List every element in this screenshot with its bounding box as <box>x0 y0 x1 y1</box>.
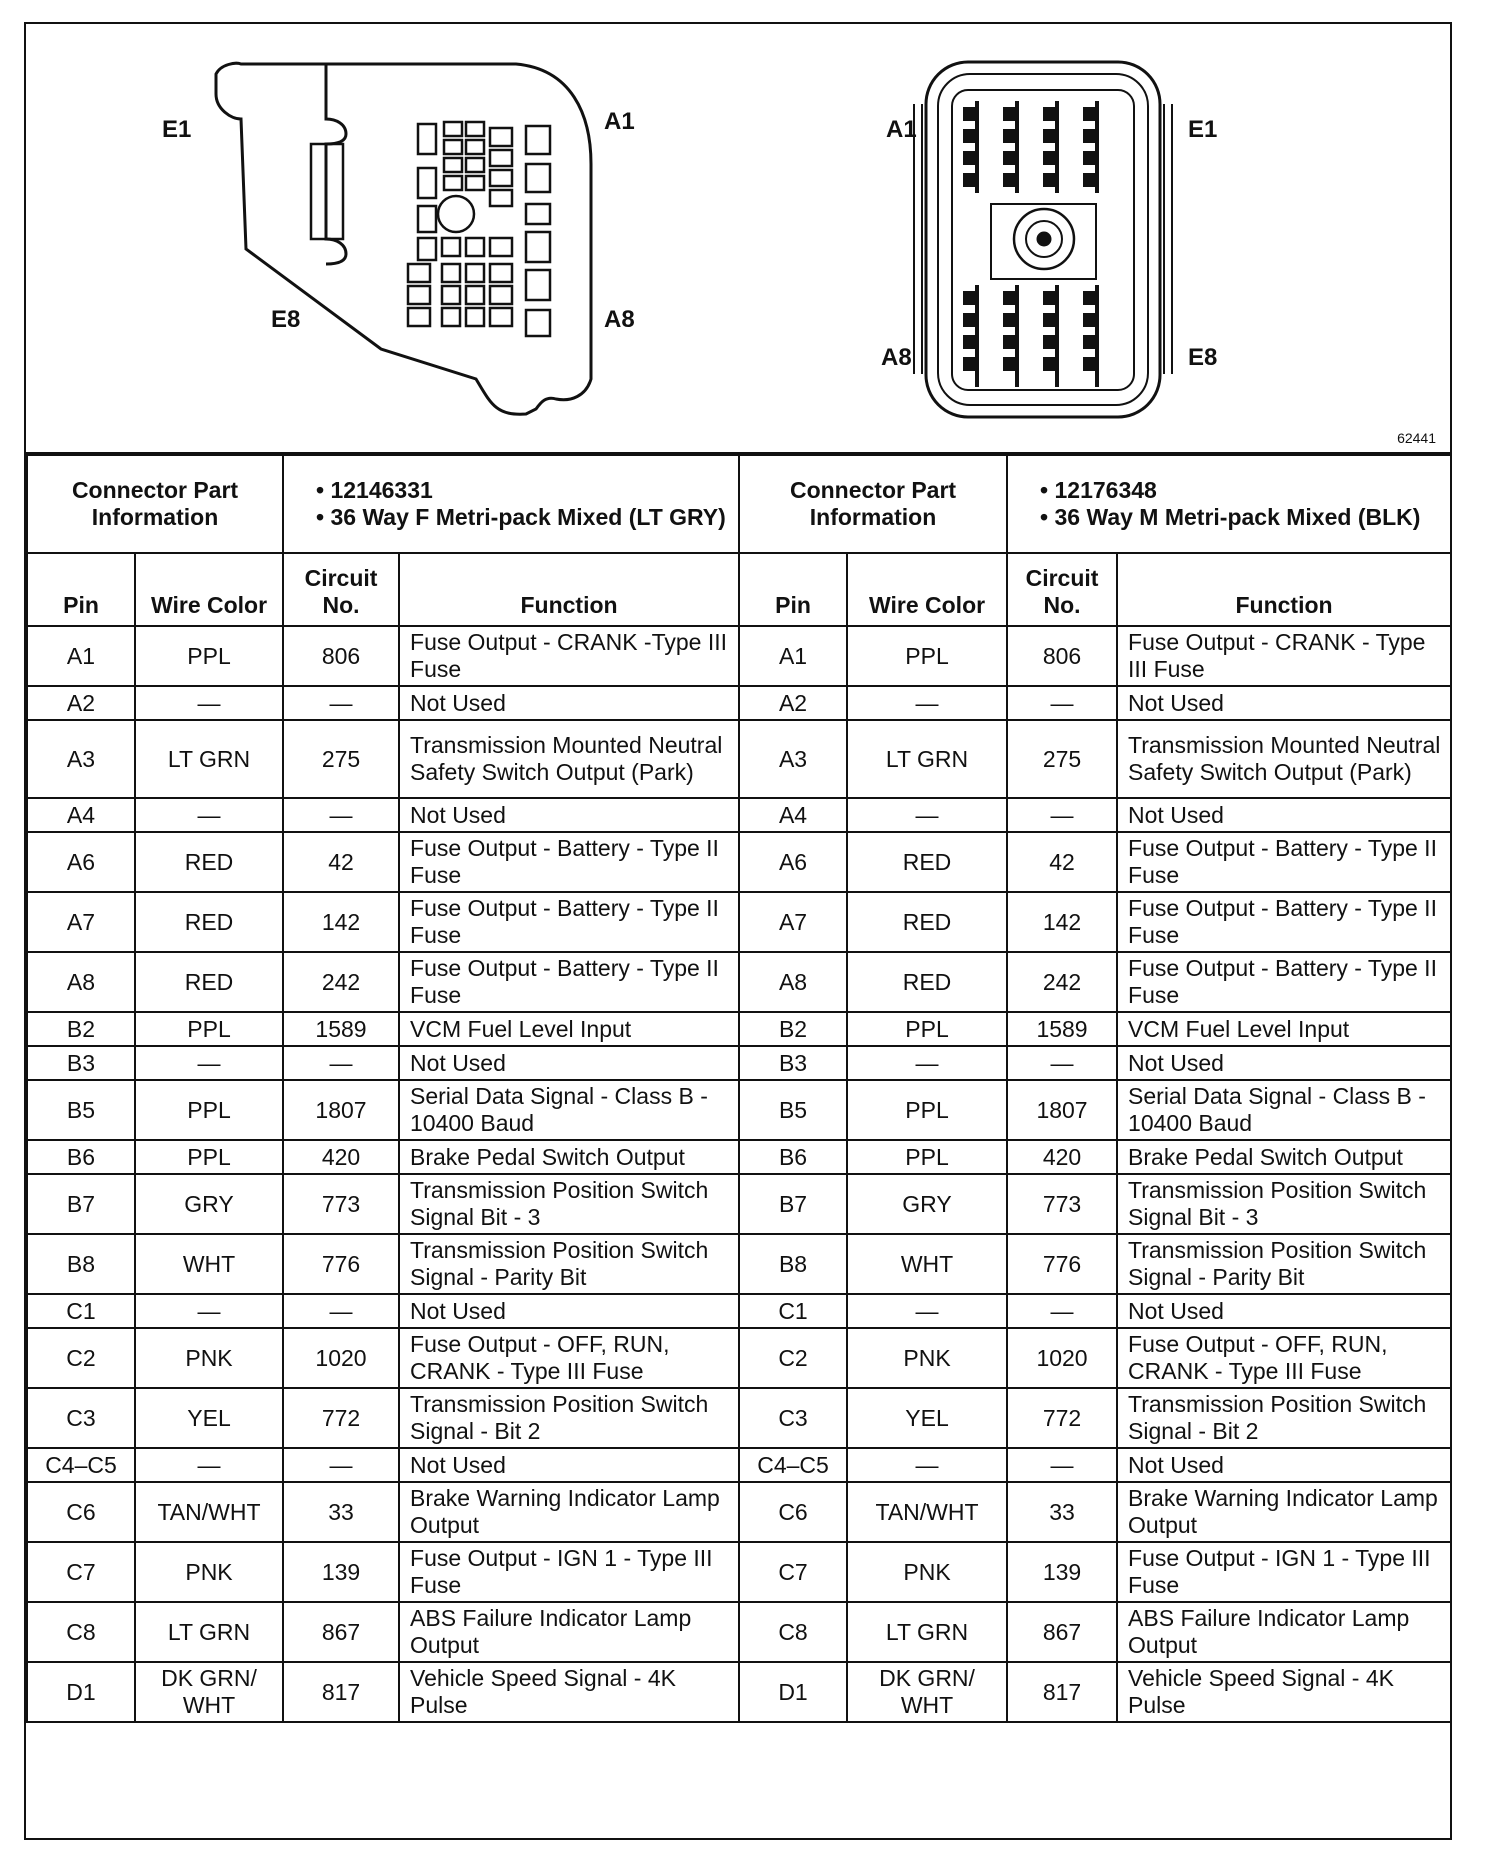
function-cell: Brake Warning Indicator Lamp Output <box>399 1482 739 1542</box>
function-cell: Not Used <box>1117 1046 1451 1080</box>
right-info-label: Connector Part Information <box>739 455 1007 553</box>
col-pin: Pin <box>739 553 847 626</box>
function-cell: Vehicle Speed Signal - 4K Pulse <box>399 1662 739 1722</box>
function-cell: Serial Data Signal - Class B - 10400 Baud <box>399 1080 739 1140</box>
function-cell: Fuse Output - OFF, RUN, CRANK - Type III Fuse <box>399 1328 739 1388</box>
function-cell: Fuse Output - CRANK - Type III Fuse <box>1117 626 1451 686</box>
function-cell: Fuse Output - CRANK -Type III Fuse <box>399 626 739 686</box>
cavity <box>490 150 512 166</box>
pin-cell: C2 <box>739 1328 847 1388</box>
circuit-cell: 817 <box>1007 1662 1117 1722</box>
function-cell: Brake Pedal Switch Output <box>399 1140 739 1174</box>
left-part-description: 36 Way F Metri-pack Mixed (LT GRY) <box>330 504 726 530</box>
pin-cell: C8 <box>739 1602 847 1662</box>
circuit-cell: — <box>1007 686 1117 720</box>
function-cell: Not Used <box>1117 1448 1451 1482</box>
circuit-cell: 867 <box>1007 1602 1117 1662</box>
function-cell: ABS Failure Indicator Lamp Output <box>399 1602 739 1662</box>
terminal-rib <box>1096 102 1098 192</box>
pin-cell: A6 <box>739 832 847 892</box>
wire-color-cell: PPL <box>847 1012 1007 1046</box>
left-label-a8: A8 <box>604 306 635 333</box>
right-part-info: • 12176348 • 36 Way M Metri-pack Mixed (BLK) <box>1007 455 1451 553</box>
circuit-cell: 242 <box>283 952 399 1012</box>
right-part-description: 36 Way M Metri-pack Mixed (BLK) <box>1054 504 1421 530</box>
circuit-cell: 772 <box>1007 1388 1117 1448</box>
cavity <box>466 264 484 282</box>
column-header-row <box>27 553 1451 626</box>
table-row <box>27 1174 1451 1234</box>
function-cell: VCM Fuel Level Input <box>1117 1012 1451 1046</box>
table-row <box>27 626 1451 686</box>
terminal-rib <box>1016 102 1018 192</box>
function-cell: Fuse Output - OFF, RUN, CRANK - Type III Fuse <box>1117 1328 1451 1388</box>
cavity <box>444 176 462 190</box>
pin-cell: D1 <box>27 1662 135 1722</box>
cavity <box>418 124 436 154</box>
cavity <box>442 264 460 282</box>
pin-cell: A4 <box>27 798 135 832</box>
function-cell: Fuse Output - IGN 1 - Type III Fuse <box>399 1542 739 1602</box>
cavity <box>490 308 512 326</box>
circuit-cell: 142 <box>1007 892 1117 952</box>
function-cell: Fuse Output - Battery - Type II Fuse <box>399 832 739 892</box>
pin-cell: A7 <box>27 892 135 952</box>
circuit-cell: 42 <box>283 832 399 892</box>
wire-color-cell: PPL <box>847 1140 1007 1174</box>
circuit-cell: — <box>283 1294 399 1328</box>
function-cell: Transmission Position Switch Signal - Parity Bit <box>399 1234 739 1294</box>
pin-cell: C2 <box>27 1328 135 1388</box>
circuit-cell: — <box>1007 1294 1117 1328</box>
circuit-cell: 1589 <box>283 1012 399 1046</box>
cavity <box>490 264 512 282</box>
wire-color-cell: RED <box>135 832 283 892</box>
col-function: Function <box>1117 553 1451 626</box>
table-row <box>27 1234 1451 1294</box>
circuit-cell: 776 <box>1007 1234 1117 1294</box>
circuit-cell: 42 <box>1007 832 1117 892</box>
circuit-cell: 1589 <box>1007 1012 1117 1046</box>
col-pin: Pin <box>27 553 135 626</box>
wire-color-cell: — <box>135 1448 283 1482</box>
cavity <box>490 190 512 206</box>
function-cell: Fuse Output - Battery - Type II Fuse <box>1117 892 1451 952</box>
col-circuit: Circuit No. <box>1007 553 1117 626</box>
col-wire-color: Wire Color <box>847 553 1007 626</box>
circuit-cell: 773 <box>1007 1174 1117 1234</box>
pin-cell: C7 <box>27 1542 135 1602</box>
table-row <box>27 832 1451 892</box>
circuit-cell: — <box>1007 1046 1117 1080</box>
cavity <box>444 140 462 154</box>
wire-color-cell: — <box>135 798 283 832</box>
function-cell: Not Used <box>399 798 739 832</box>
circuit-cell: 772 <box>283 1388 399 1448</box>
pin-cell: C4–C5 <box>739 1448 847 1482</box>
circuit-cell: 33 <box>283 1482 399 1542</box>
pin-cell: C6 <box>739 1482 847 1542</box>
left-label-e1: E1 <box>162 116 192 143</box>
cavity <box>490 238 512 256</box>
document-frame <box>24 22 1452 1840</box>
left-connector-cavities <box>408 122 550 336</box>
function-cell: Not Used <box>1117 1294 1451 1328</box>
circuit-cell: 773 <box>283 1174 399 1234</box>
right-label-e8: E8 <box>1188 344 1218 371</box>
table-row <box>27 1294 1451 1328</box>
wire-color-cell: PNK <box>135 1328 283 1388</box>
left-label-e8: E8 <box>271 306 301 333</box>
circuit-cell: 1807 <box>1007 1080 1117 1140</box>
function-cell: Vehicle Speed Signal - 4K Pulse <box>1117 1662 1451 1722</box>
wire-color-cell: RED <box>847 832 1007 892</box>
cavity <box>526 164 550 192</box>
cavity <box>526 204 550 224</box>
circuit-cell: — <box>283 1448 399 1482</box>
wire-color-cell: WHT <box>135 1234 283 1294</box>
function-cell: Transmission Position Switch Signal - Bit 2 <box>1117 1388 1451 1448</box>
wire-color-cell: PPL <box>847 626 1007 686</box>
circuit-cell: 867 <box>283 1602 399 1662</box>
wire-color-cell: YEL <box>847 1388 1007 1448</box>
cavity <box>466 238 484 256</box>
pin-cell: B3 <box>27 1046 135 1080</box>
function-cell: ABS Failure Indicator Lamp Output <box>1117 1602 1451 1662</box>
function-cell: Transmission Position Switch Signal - Parity Bit <box>1117 1234 1451 1294</box>
cavity <box>526 232 550 262</box>
table-row <box>27 1482 1451 1542</box>
function-cell: Brake Warning Indicator Lamp Output <box>1117 1482 1451 1542</box>
cavity <box>442 286 460 304</box>
circuit-cell: 242 <box>1007 952 1117 1012</box>
right-label-e1: E1 <box>1188 116 1218 143</box>
pin-cell: B2 <box>739 1012 847 1046</box>
circuit-cell: 33 <box>1007 1482 1117 1542</box>
wire-color-cell: PPL <box>135 626 283 686</box>
connector-drawings <box>26 24 1450 452</box>
part-info-row <box>27 455 1451 553</box>
pin-cell: C7 <box>739 1542 847 1602</box>
cavity <box>526 310 550 336</box>
pin-cell: B2 <box>27 1012 135 1046</box>
terminal-rib <box>976 102 978 192</box>
pin-cell: A8 <box>27 952 135 1012</box>
pin-cell: B8 <box>27 1234 135 1294</box>
wire-color-cell: LT GRN <box>135 1602 283 1662</box>
wire-color-cell: RED <box>847 892 1007 952</box>
table-row <box>27 720 1451 798</box>
pin-cell: A3 <box>739 720 847 798</box>
wire-color-cell: — <box>847 1046 1007 1080</box>
pin-cell: C8 <box>27 1602 135 1662</box>
cavity <box>442 308 460 326</box>
circuit-cell: 275 <box>1007 720 1117 798</box>
circuit-cell: 139 <box>1007 1542 1117 1602</box>
pin-cell: A2 <box>27 686 135 720</box>
circuit-cell: 142 <box>283 892 399 952</box>
table-row <box>27 1602 1451 1662</box>
col-circuit: Circuit No. <box>283 553 399 626</box>
wire-color-cell: TAN/WHT <box>847 1482 1007 1542</box>
function-cell: Not Used <box>399 686 739 720</box>
terminal-rib <box>1096 286 1098 386</box>
function-cell: Transmission Mounted Neutral Safety Switch Output (Park) <box>1117 720 1451 798</box>
function-cell: Fuse Output - Battery - Type II Fuse <box>1117 952 1451 1012</box>
function-cell: Fuse Output - IGN 1 - Type III Fuse <box>1117 1542 1451 1602</box>
terminal-rib <box>1056 102 1058 192</box>
terminal-rib <box>1016 286 1018 386</box>
wire-color-cell: PPL <box>135 1080 283 1140</box>
wire-color-cell: — <box>847 1448 1007 1482</box>
cavity <box>444 158 462 172</box>
pin-cell: A3 <box>27 720 135 798</box>
pin-cell: B8 <box>739 1234 847 1294</box>
cavity <box>466 140 484 154</box>
right-part-number: 12176348 <box>1054 477 1157 503</box>
connector-pinout-table <box>26 454 1452 1723</box>
circuit-cell: — <box>1007 798 1117 832</box>
circuit-cell: 1807 <box>283 1080 399 1140</box>
wire-color-cell: — <box>135 1294 283 1328</box>
cavity <box>526 270 550 300</box>
left-info-label: Connector Part Information <box>27 455 283 553</box>
pin-cell: A1 <box>27 626 135 686</box>
function-cell: Brake Pedal Switch Output <box>1117 1140 1451 1174</box>
cavity <box>466 158 484 172</box>
pin-cell: C6 <box>27 1482 135 1542</box>
wire-color-cell: RED <box>847 952 1007 1012</box>
cavity <box>466 308 484 326</box>
cavity <box>418 168 436 198</box>
table-row <box>27 686 1451 720</box>
table-row <box>27 798 1451 832</box>
col-wire-color: Wire Color <box>135 553 283 626</box>
wire-color-cell: — <box>135 1046 283 1080</box>
circuit-cell: 806 <box>1007 626 1117 686</box>
right-label-a1: A1 <box>886 116 917 143</box>
right-label-a8: A8 <box>881 344 912 371</box>
cavity <box>490 286 512 304</box>
pin-cell: A7 <box>739 892 847 952</box>
wire-color-cell: DK GRN/ WHT <box>135 1662 283 1722</box>
circuit-cell: 776 <box>283 1234 399 1294</box>
circuit-cell: 420 <box>283 1140 399 1174</box>
function-cell: Transmission Mounted Neutral Safety Switch Output (Park) <box>399 720 739 798</box>
circuit-cell: 1020 <box>1007 1328 1117 1388</box>
cavity <box>418 238 436 260</box>
pin-cell: B3 <box>739 1046 847 1080</box>
table-row <box>27 1140 1451 1174</box>
table-row <box>27 1662 1451 1722</box>
function-cell: Fuse Output - Battery - Type II Fuse <box>399 892 739 952</box>
pin-cell: B6 <box>739 1140 847 1174</box>
table-row <box>27 1046 1451 1080</box>
function-cell: Not Used <box>1117 798 1451 832</box>
wire-color-cell: RED <box>135 952 283 1012</box>
pin-cell: B5 <box>27 1080 135 1140</box>
circuit-cell: — <box>283 798 399 832</box>
cavity <box>490 128 512 146</box>
function-cell: Not Used <box>399 1294 739 1328</box>
right-connector-cavities <box>964 102 1098 386</box>
cavity <box>466 176 484 190</box>
cavity <box>408 286 430 304</box>
cavity <box>408 308 430 326</box>
left-part-number: 12146331 <box>330 477 433 503</box>
circuit-cell: 139 <box>283 1542 399 1602</box>
circuit-cell: 1020 <box>283 1328 399 1388</box>
function-cell: Serial Data Signal - Class B - 10400 Baud <box>1117 1080 1451 1140</box>
cavity <box>526 126 550 154</box>
wire-color-cell: PPL <box>847 1080 1007 1140</box>
terminal-rib <box>1056 286 1058 386</box>
wire-color-cell: GRY <box>847 1174 1007 1234</box>
cavity <box>490 170 512 186</box>
pin-cell: A2 <box>739 686 847 720</box>
function-cell: VCM Fuel Level Input <box>399 1012 739 1046</box>
pin-cell: C4–C5 <box>27 1448 135 1482</box>
wire-color-cell: — <box>847 686 1007 720</box>
pin-rows <box>27 626 1451 1722</box>
pin-cell: A8 <box>739 952 847 1012</box>
function-cell: Not Used <box>1117 686 1451 720</box>
circuit-cell: 817 <box>283 1662 399 1722</box>
table-row <box>27 1388 1451 1448</box>
cavity <box>466 122 484 136</box>
circuit-cell: 420 <box>1007 1140 1117 1174</box>
wire-color-cell: LT GRN <box>847 1602 1007 1662</box>
pin-cell: C1 <box>27 1294 135 1328</box>
pin-cell: D1 <box>739 1662 847 1722</box>
function-cell: Fuse Output - Battery - Type II Fuse <box>399 952 739 1012</box>
col-function: Function <box>399 553 739 626</box>
pin-cell: C3 <box>27 1388 135 1448</box>
pin-cell: B7 <box>27 1174 135 1234</box>
function-cell: Not Used <box>399 1448 739 1482</box>
table-row <box>27 1542 1451 1602</box>
wire-color-cell: YEL <box>135 1388 283 1448</box>
wire-color-cell: WHT <box>847 1234 1007 1294</box>
wire-color-cell: PNK <box>847 1542 1007 1602</box>
wire-color-cell: — <box>135 686 283 720</box>
wire-color-cell: PNK <box>847 1328 1007 1388</box>
circuit-cell: 806 <box>283 626 399 686</box>
wire-color-cell: — <box>847 1294 1007 1328</box>
table-row <box>27 1448 1451 1482</box>
circuit-cell: — <box>1007 1448 1117 1482</box>
pin-cell: A6 <box>27 832 135 892</box>
function-cell: Transmission Position Switch Signal Bit - 3 <box>399 1174 739 1234</box>
cavity <box>442 238 460 256</box>
pin-cell: A1 <box>739 626 847 686</box>
cavity <box>466 286 484 304</box>
terminal-rib <box>976 286 978 386</box>
cavity <box>418 206 436 232</box>
pin-cell: B6 <box>27 1140 135 1174</box>
table-row <box>27 952 1451 1012</box>
wire-color-cell: RED <box>135 892 283 952</box>
table-row <box>27 892 1451 952</box>
table-row <box>27 1328 1451 1388</box>
function-cell: Fuse Output - Battery - Type II Fuse <box>1117 832 1451 892</box>
function-cell: Not Used <box>399 1046 739 1080</box>
pin-cell: C3 <box>739 1388 847 1448</box>
cavity <box>444 122 462 136</box>
wire-color-cell: PPL <box>135 1140 283 1174</box>
circuit-cell: — <box>283 686 399 720</box>
wire-color-cell: — <box>847 798 1007 832</box>
table-row <box>27 1012 1451 1046</box>
wire-color-cell: GRY <box>135 1174 283 1234</box>
pin-cell: A4 <box>739 798 847 832</box>
table-row <box>27 1080 1451 1140</box>
left-part-info: • 12146331 • 36 Way F Metri-pack Mixed (LT GRY) <box>283 455 739 553</box>
pin-cell: C1 <box>739 1294 847 1328</box>
circuit-cell: — <box>283 1046 399 1080</box>
pin-cell: B5 <box>739 1080 847 1140</box>
wire-color-cell: PNK <box>135 1542 283 1602</box>
circuit-cell: 275 <box>283 720 399 798</box>
wire-color-cell: TAN/WHT <box>135 1482 283 1542</box>
left-label-a1: A1 <box>604 108 635 135</box>
pin-cell: B7 <box>739 1174 847 1234</box>
function-cell: Transmission Position Switch Signal - Bit 2 <box>399 1388 739 1448</box>
connector-figure <box>26 24 1450 454</box>
cavity <box>408 264 430 282</box>
wire-color-cell: LT GRN <box>135 720 283 798</box>
function-cell: Transmission Position Switch Signal Bit - 3 <box>1117 1174 1451 1234</box>
figure-id: 62441 <box>1397 430 1436 446</box>
wire-color-cell: DK GRN/ WHT <box>847 1662 1007 1722</box>
wire-color-cell: PPL <box>135 1012 283 1046</box>
wire-color-cell: LT GRN <box>847 720 1007 798</box>
